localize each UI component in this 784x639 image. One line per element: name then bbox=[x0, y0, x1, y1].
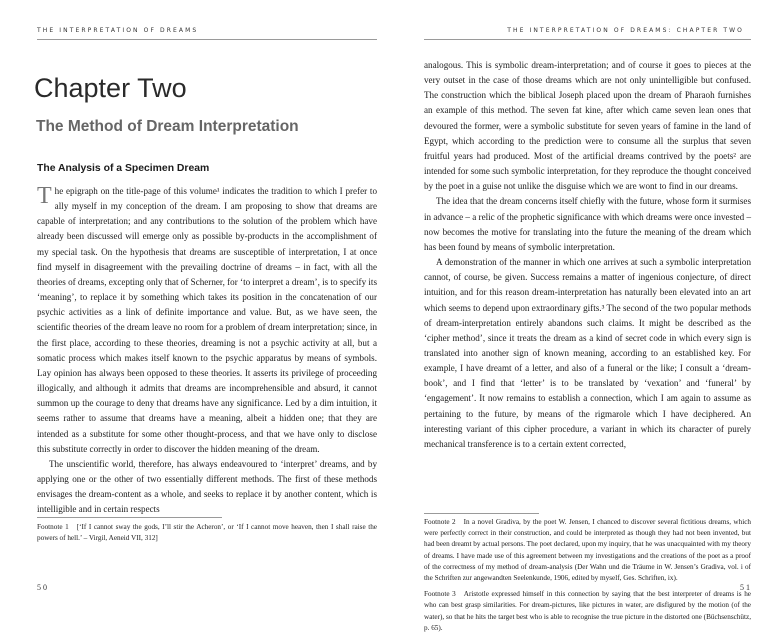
footnote-rule bbox=[37, 517, 222, 518]
paragraph: The idea that the dream concerns itself chiefly with the future, whose form it surmises in advance – a relic of the prophetic significance with which dreams were once invested – now becomes the motive for translating into the future the meaning of the dream which has been found by means of symbolic interpretation. bbox=[424, 196, 751, 252]
footnote bbox=[424, 589, 751, 634]
footnote bbox=[37, 522, 377, 544]
body-text bbox=[37, 184, 377, 517]
header-rule bbox=[424, 39, 751, 40]
running-head: THE INTERPRETATION OF DREAMS bbox=[37, 27, 199, 34]
page-number: 50 bbox=[37, 583, 49, 592]
footnotes bbox=[424, 517, 751, 639]
footnote-text: In a novel Gradiva, by the poet W. Jensen, I chanced to discover several fictitious dreams, which were perfectly correct in their construction, and could be interpreted as though they had not been invented, but had been dreamt by actual persons. The poet declared, upon my inquiry, that he was unacquainted with my theory of dreams. I have made use of this agreement between my investigations and the creations of the poet as a proof of the correctness of my method of dream-analysis (Der Wahn und die Träume in W. Jensen’s Gradiva, vol. i of the Schriften zur angewandten Seelenkunde, 1906, edited by myself, Ges. Schriften, ix). bbox=[424, 518, 751, 583]
body-text bbox=[424, 58, 751, 452]
paragraph: The unscientific world, therefore, has always endeavoured to ‘interpret’ dreams, and by applying one or the other of two essentially different methods. The first of these methods envisages the dream-content as a whole, and seeks to replace it by another content, which is intelligible and in certain respects bbox=[37, 458, 377, 515]
running-head: THE INTERPRETATION OF DREAMS: CHAPTER TWO bbox=[507, 27, 744, 34]
footnote bbox=[424, 517, 751, 584]
footnote-label: Footnote 3 bbox=[424, 590, 456, 599]
paragraph: analogous. This is symbolic dream-interpretation; and of course it goes to pieces at the very outset in the case of those dreams which are not only unintelligible but confused. The construction which the biblical Joseph placed upon the dream of Pharaoh furnishes an example of this method. The seven fat kine, after which came seven lean ones that devoured the former, were a symbolic substitute for seven years of famine in the land of Egypt, which according to the prediction were to consume all the surplus that seven fruitful years had produced. Most of the artificial dreams contrived by the poets² are intended for some such symbolic interpretation, for they reproduce the thought conceived by the poet in a guise not unlike the disguise which we are wont to find in our dreams. bbox=[424, 60, 751, 192]
page-number: 51 bbox=[740, 583, 752, 592]
paragraph-text: he epigraph on the title-page of this volume¹ indicates the tradition to which I prefer to ally myself in my conception of the dream. I am proposing to show that dreams are capable of interpretation; and any contributions to the solution of the problem which have already been discussed will emerge only as possible by-products in the accomplishment of my special task. On the hypothesis that dreams are susceptible of interpretation, I at once find myself in disagreement with the prevailing doctrine of dreams – in fact, with all the theories of dreams, excepting only that of Scherner, for ‘to interpret a dream’, is to specify its ‘meaning’, to replace it by something which takes its position in the concatenation of our psychic activities as a link of definite importance and value. But, as we have seen, the scientific theories of the dream leave no room for a problem of dream interpretation; since, in the first place, according to these theories, dreaming is not a psychic activity at all, but a somatic process which makes itself known to the psychic apparatus by means of symbols. Lay opinion has always been opposed to these theories. It asserts its privilege of proceeding illogically, and although it admits that dreams are incomprehensible and absurd, it cannot summon up the courage to deny that dreams have any significance. Led by a dim intuition, it seems rather to assume that dreams have a meaning, albeit a hidden one; that they are intended as a substitute for some other thought-process, and that we have only to disclose this substitute correctly in order to discover the hidden meaning of the dream. bbox=[37, 186, 377, 454]
header-rule bbox=[37, 39, 377, 40]
left-page bbox=[0, 0, 392, 600]
footnote-label: Footnote 2 bbox=[424, 518, 456, 526]
footnote-text: [‘If I cannot sway the gods, I’ll stir the Acheron’, or ‘If I cannot move heaven, then I shall raise the powers of hell.’ – Virgil, Aeneid VII, 312] bbox=[37, 523, 377, 543]
right-page bbox=[392, 0, 784, 632]
footnotes bbox=[37, 522, 377, 549]
paragraph bbox=[37, 184, 377, 457]
chapter-subtitle: The Method of Dream Interpretation bbox=[36, 118, 299, 135]
footnote-label: Footnote 1 bbox=[37, 523, 69, 531]
section-heading: The Analysis of a Specimen Dream bbox=[37, 163, 210, 174]
paragraph: A demonstration of the manner in which one arrives at such a symbolic interpretation cannot, of course, be given. Success remains a matter of ingenious conjecture, of direct intuition, and for this reason dream-interpretation has naturally been elevated into an art which seems to depend upon extraordinary gifts.³ The second of the two popular methods of dream-interpretation entirely abandons such claims. It might be described as the ‘cipher method’, since it treats the dream as a kind of secret code in which every sign is translated into another sign of known meaning, according to an established key. For example, I have dreamt of a letter, and also of a funeral or the like; I consult a ‘dream-book’, and I find that ‘letter’ is to be translated by ‘vexation’ and ‘funeral’ by ‘engagement’. It now remains to establish a connection, which I am again to assume as pertaining to the future, by means of the rigmarole which I have deciphered. An interesting variant of this cipher procedure, a variant in which its character of purely mechanical transference is to a certain extent corrected, bbox=[424, 257, 751, 449]
drop-cap: T bbox=[37, 183, 52, 209]
chapter-title: Chapter Two bbox=[34, 73, 187, 103]
footnote-rule bbox=[424, 513, 539, 514]
footnote-text: Aristotle expressed himself in this connection by saying that the best interpreter of dreams is he who can best grasp similarities. For dream-pictures, like pictures in water, are disfigured by the motion (of the water), so that he hits the target best who is able to recognise the true picture in the distorted one (Büchsenschütz, p. 65). bbox=[424, 590, 751, 632]
